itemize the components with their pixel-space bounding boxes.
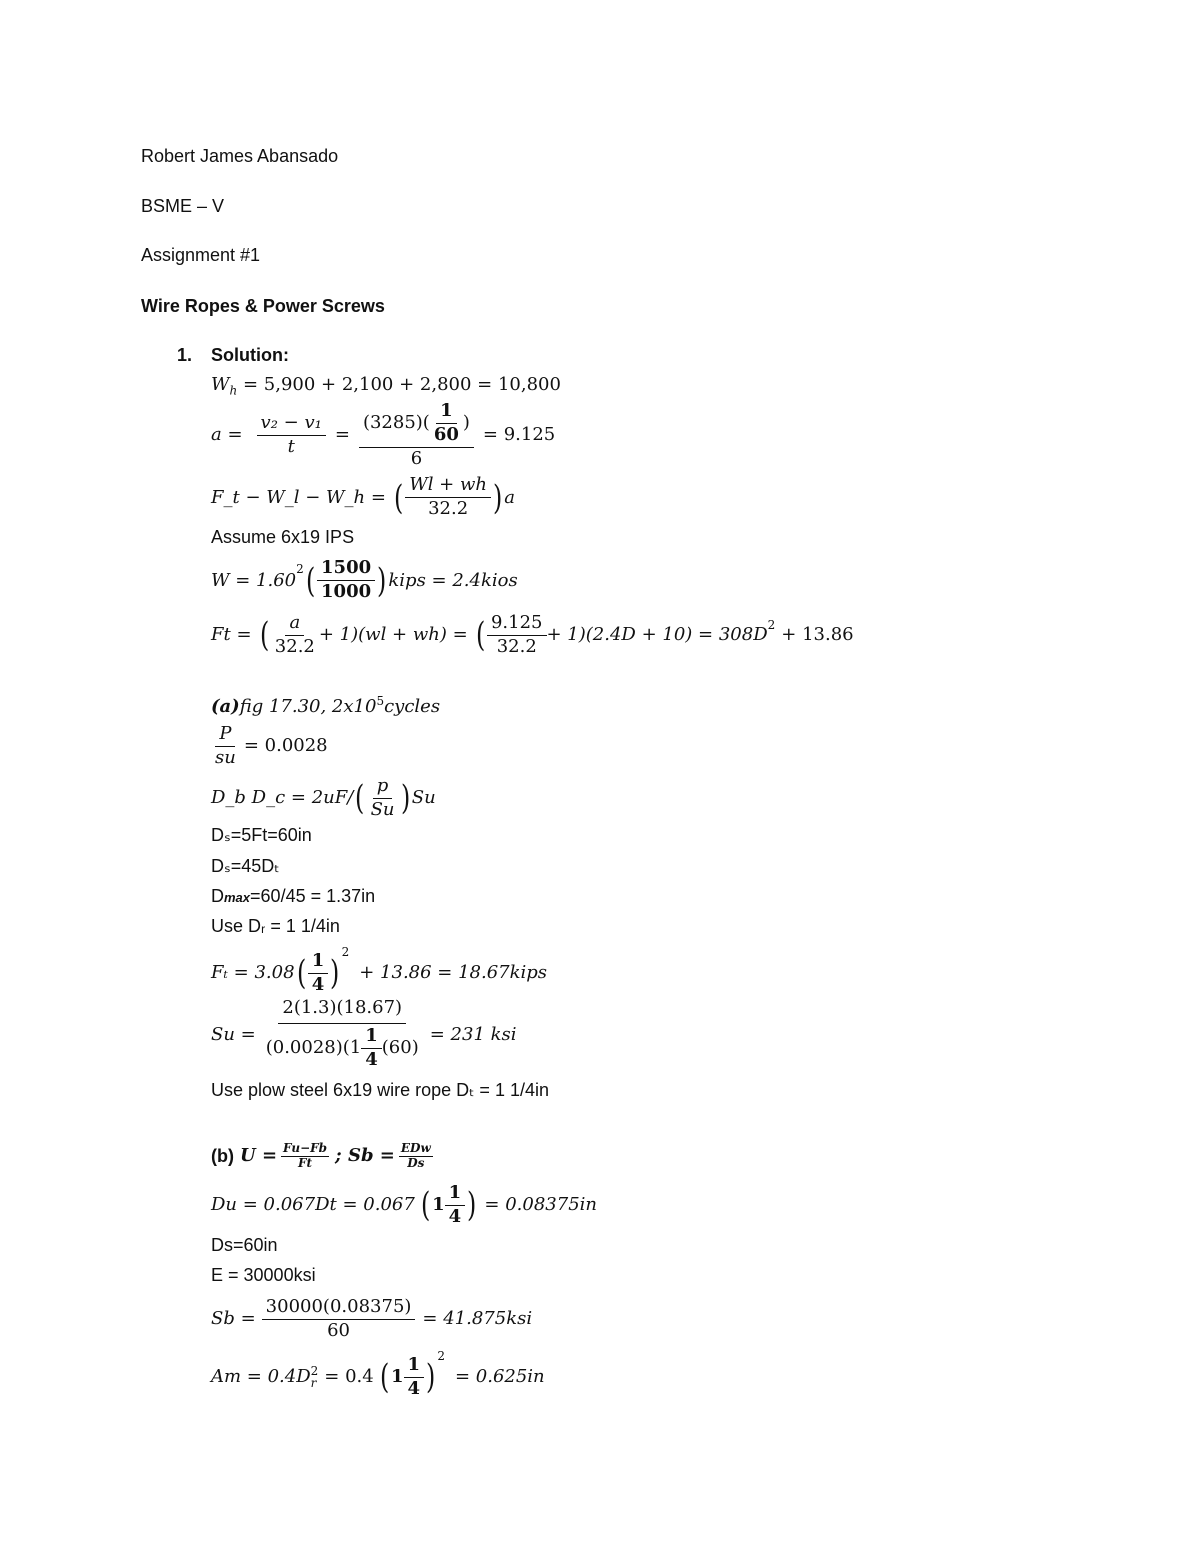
p-su-ratio xyxy=(211,720,328,772)
fig-exponent: 5 xyxy=(376,694,385,708)
su-lhs: Su = xyxy=(211,1024,256,1045)
ft2-fraction-values xyxy=(487,612,547,658)
du-fraction xyxy=(445,1182,466,1228)
sb-lhs: ; Sb = xyxy=(335,1145,395,1166)
dmax-line xyxy=(211,887,375,905)
su-numerator: 2(1.3)(18.67) xyxy=(278,997,406,1024)
a-fraction-values: (3285)( $\frac{1}{60}$ ) 6 xyxy=(359,399,474,471)
am-subscript: r xyxy=(310,1376,317,1390)
use-dr-line: Use Dᵣ = 1 1/4in xyxy=(211,916,340,936)
ft2-mid: + 1)(wl + wh) = xyxy=(318,624,468,645)
dbdc-numerator: p xyxy=(373,775,393,799)
su-symbol: su xyxy=(215,746,236,768)
dmax-value: =60/45 = 1.37in xyxy=(250,886,376,906)
dbdc-equation: D_b D_c = 2uF/ ( $\frac{p}{Su}$ ) Su xyxy=(211,774,436,820)
one-sixtieth xyxy=(430,400,463,446)
du-lhs: Du = 0.067Dt = 0.067 xyxy=(211,1194,415,1215)
fig-tail: cycles xyxy=(384,696,441,717)
ds-line-1: Dₛ=5Ft=60in xyxy=(211,825,312,845)
am-exponent: 2 xyxy=(437,1349,445,1363)
du-equation: Du = 0.067Dt = 0.067 ( 1 $\frac{1}{4}$ ) = 0.08375in xyxy=(211,1181,597,1227)
equals-sign: = xyxy=(334,424,350,445)
ft-tail: a xyxy=(504,486,515,508)
sb-fraction xyxy=(399,1142,433,1169)
am-equation: Am = 0.4D 2 r = 0.4 ( 1 $\frac{1}{4}$ ) $^2$ = 0.625in xyxy=(211,1349,545,1399)
ft2-exponent: 2 xyxy=(767,618,776,632)
ft3-fraction xyxy=(308,950,329,996)
a-fraction xyxy=(257,412,326,458)
dmax-d: D xyxy=(211,886,224,906)
ds-line-2: Dₛ=45Dₜ xyxy=(211,856,280,876)
part-a-label: (a) xyxy=(211,696,240,717)
ft-value-equation: Fₜ = 3.08 ( $\frac{1}{4}$ ) $^2$ + 13.86 = 18.67kips xyxy=(211,945,548,995)
ft3-numerator: 1 xyxy=(308,950,329,974)
w-denominator: 1000 xyxy=(321,581,372,602)
du-numerator: 1 xyxy=(445,1182,466,1206)
solution-label: Solution: xyxy=(211,345,289,365)
document-title: Wire Ropes & Power Screws xyxy=(141,296,385,316)
du-denominator: 4 xyxy=(448,1205,462,1227)
e-value-line: E = 30000ksi xyxy=(211,1265,316,1285)
ft3-lhs: Fₜ = 3.08 xyxy=(211,962,295,983)
wh-equation xyxy=(211,376,561,397)
ft2-denominator: 32.2 xyxy=(274,635,315,657)
w-numerator: 1500 xyxy=(317,557,375,581)
su-den-left: (0.0028)(1 xyxy=(265,1037,362,1058)
rope-weight-equation: W = 1.60 $^2$ ( $\frac{1500}{1000}$ ) kips = 2.4kios xyxy=(211,557,518,602)
ft-lhs: F_t − W_l − W_h = xyxy=(211,486,386,508)
ft3-exponent: 2 xyxy=(341,945,350,959)
frac-num: 1 xyxy=(436,400,457,424)
sb2-result: = 41.875ksi xyxy=(422,1308,533,1329)
w-lhs: W = 1.60 xyxy=(211,569,297,591)
su-den-fraction xyxy=(361,1025,382,1071)
sb-numerator: EDw xyxy=(400,1141,431,1156)
ds-value-line: Ds=60in xyxy=(211,1235,278,1255)
am-numerator: 1 xyxy=(404,1354,425,1378)
sb-equation xyxy=(211,1290,532,1348)
ft2-lhs: Ft = xyxy=(211,624,252,645)
u-numerator: Fu−Fb xyxy=(283,1141,328,1156)
u-fraction xyxy=(281,1142,329,1169)
part-b-definitions xyxy=(211,1133,433,1179)
sb2-fraction xyxy=(262,1296,416,1342)
u-denominator: Ft xyxy=(298,1155,313,1170)
ft3-denominator: 4 xyxy=(311,973,325,995)
wh-subscript: h xyxy=(229,383,238,398)
assignment-line: Assignment #1 xyxy=(141,245,261,265)
part-b-label: (b) xyxy=(211,1146,234,1166)
ft-numerator: Wl + wh xyxy=(405,474,491,498)
am-lhs: Am = 0.4D xyxy=(211,1366,311,1387)
frac-den: 60 xyxy=(433,423,459,445)
ft-denominator: 32.2 xyxy=(428,498,469,519)
force-balance-equation: F_t − W_l − W_h = ( $\frac{Wl + wh}{32.2}$ ) a xyxy=(211,474,515,519)
sb2-denominator: 60 xyxy=(327,1319,350,1341)
su-den-right: (60) xyxy=(381,1037,419,1058)
a-result: = 9.125 xyxy=(482,424,556,445)
du-whole: 1 xyxy=(432,1194,445,1215)
am-whole: 1 xyxy=(391,1366,404,1387)
a-denominator: t xyxy=(287,435,295,457)
ft2-fraction xyxy=(271,612,319,658)
a-lhs: a = xyxy=(211,424,243,445)
ft2-numerator: a xyxy=(285,612,304,636)
su-den-frac-den: 4 xyxy=(365,1048,378,1070)
fig-reference: fig 17.30, 2x10 xyxy=(239,696,377,717)
ft2-denominator-value: 32.2 xyxy=(496,635,537,657)
ft2-end: + 13.86 xyxy=(781,624,854,645)
wh-symbol: W xyxy=(211,374,230,395)
w-tail: kips = 2.4kios xyxy=(388,569,518,591)
ft2-tail: + 1)(2.4D + 10) = 308D xyxy=(546,624,768,645)
a-den-value: 6 xyxy=(410,448,423,470)
part-a-figure-line xyxy=(211,695,440,716)
ft-fraction xyxy=(405,474,491,520)
u-lhs: U = xyxy=(239,1145,278,1166)
a-numerator: v₂ − v₁ xyxy=(257,412,326,436)
course-line: BSME – V xyxy=(141,196,225,216)
sb2-numerator: 30000(0.08375) xyxy=(262,1296,416,1320)
ft-full-equation: Ft = ( $\frac{a}{32.2}$ + 1)(wl + wh) = ( $\frac{9.125}{32.2}$ + 1)(2.4D + 10) = 308D $^2$ + 13.86 xyxy=(211,611,854,657)
use-plow-line: Use plow steel 6x19 wire rope Dₜ = 1 1/4in xyxy=(211,1080,549,1100)
dbdc-denominator: Su xyxy=(370,798,395,820)
a-num-left: (3285)( xyxy=(362,411,430,433)
ft2-numerator-value: 9.125 xyxy=(487,612,547,636)
su-den-frac-num: 1 xyxy=(361,1025,382,1049)
item-number: 1. xyxy=(177,345,193,365)
su-equation xyxy=(211,997,517,1070)
am-superscript: 2 xyxy=(310,1364,319,1378)
am-denominator: 4 xyxy=(407,1377,421,1399)
am-fraction xyxy=(404,1354,425,1400)
sb-denominator: Ds xyxy=(407,1155,425,1170)
acceleration-equation xyxy=(211,400,555,470)
w-fraction xyxy=(317,557,375,603)
ratio-value: = 0.0028 xyxy=(243,735,328,756)
su-result: = 231 ksi xyxy=(429,1024,517,1045)
w-exponent: 2 xyxy=(296,562,304,576)
ft3-tail: + 13.86 = 18.67kips xyxy=(359,962,548,983)
author-name: Robert James Abansado xyxy=(141,146,339,166)
assumption-line: Assume 6x19 IPS xyxy=(211,527,355,547)
p-su-fraction xyxy=(211,723,240,769)
am-mid: = 0.4 xyxy=(324,1366,374,1387)
am-result: = 0.625in xyxy=(454,1366,545,1387)
dbdc-fraction xyxy=(367,775,399,821)
p-symbol: P xyxy=(215,723,235,747)
du-result: = 0.08375in xyxy=(484,1194,597,1215)
sb2-lhs: Sb = xyxy=(211,1308,256,1329)
dbdc-tail: Su xyxy=(411,787,436,808)
su-fraction xyxy=(262,997,423,1072)
dbdc-lhs: D_b D_c = 2uF/ xyxy=(211,787,354,808)
wh-rhs: = 5,900 + 2,100 + 2,800 = 10,800 xyxy=(242,374,561,395)
am-script xyxy=(311,1365,319,1389)
dmax-subscript: max xyxy=(224,890,251,905)
